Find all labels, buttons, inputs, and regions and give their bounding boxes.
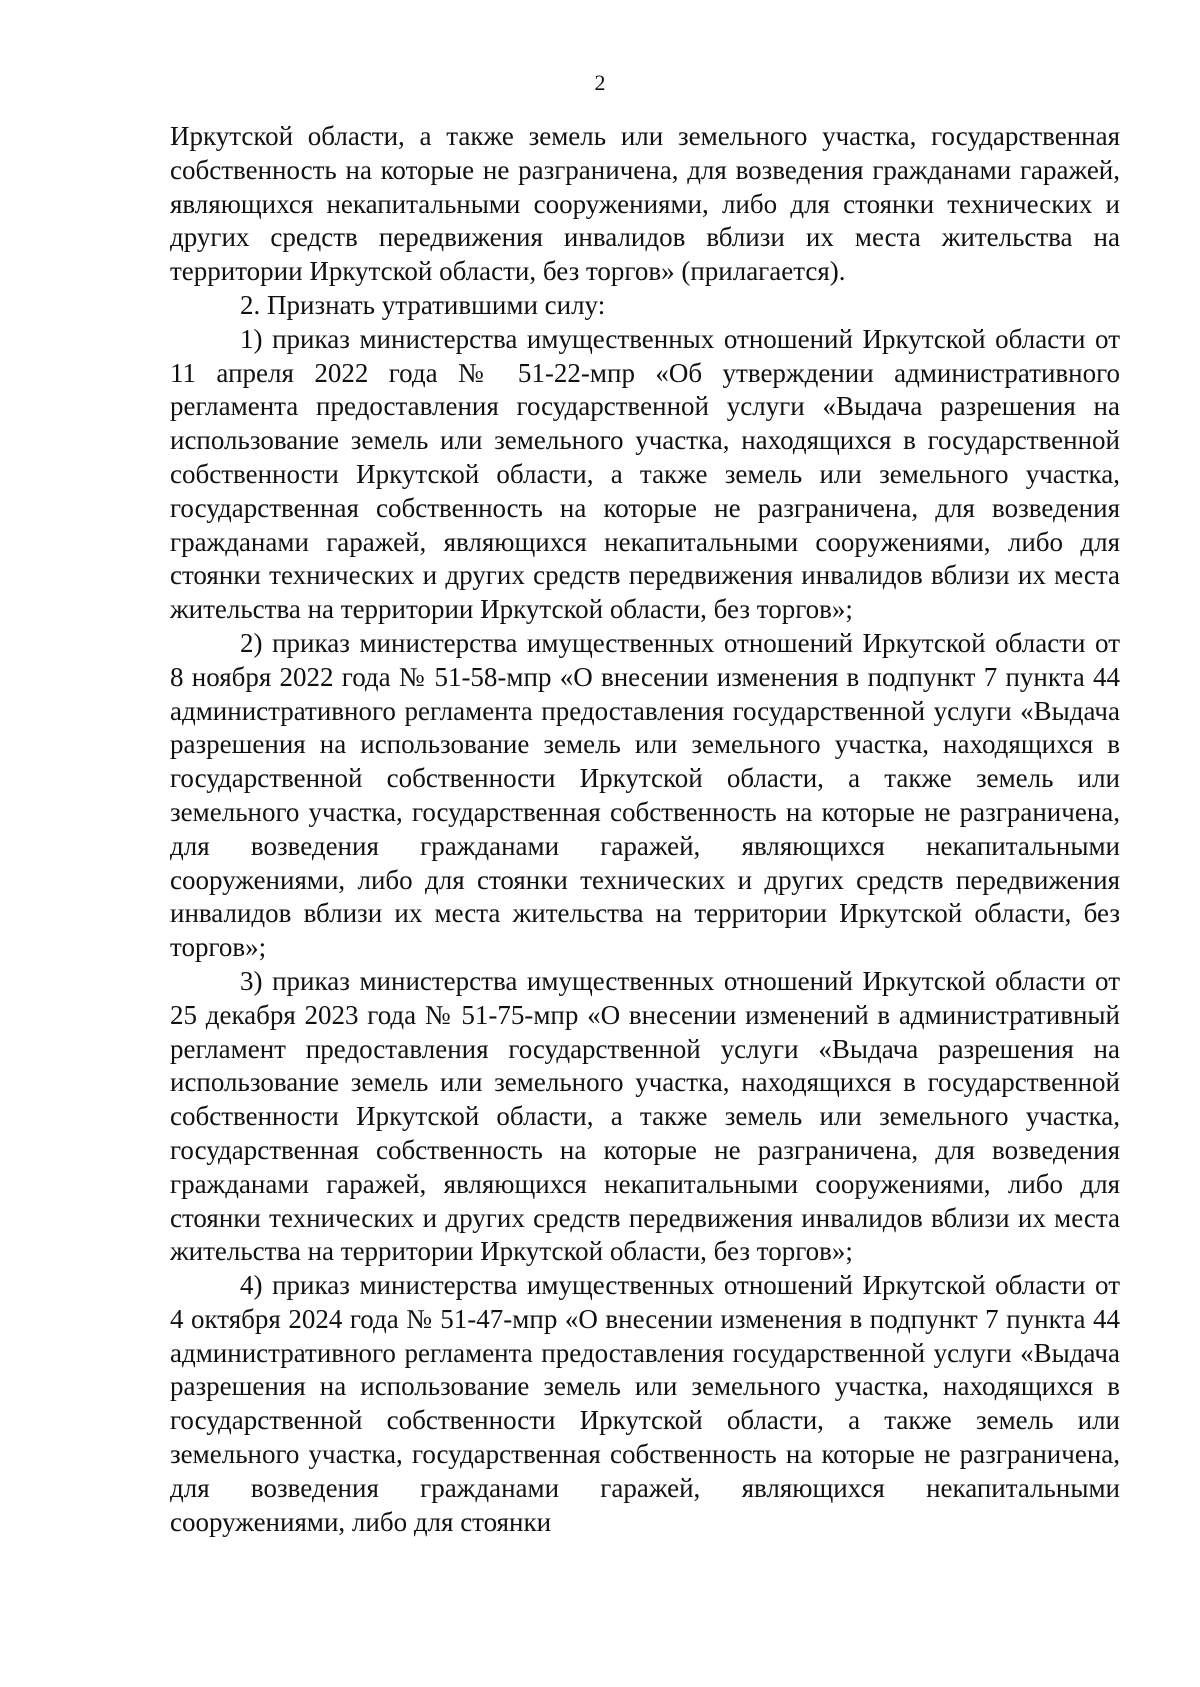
paragraph-item-2: 2. Признать утратившими силу: <box>240 289 606 320</box>
document-body <box>170 120 1120 1539</box>
page-number: 2 <box>594 70 606 95</box>
paragraph-subitem-1: 1) приказ министерства имущественных отношений Иркутской области от 11 апреля 2022 года № 51-22-мпр «Об утверждении административного регламента предоставления государственной услуги «Выдача разрешения на использование земель или земельного участка, находящихся в государственной собственности Иркутской области, а также земель или земельного участка, государственная собственность на которые не разграничена, для возведения гражданами гаражей, являющихся некапитальными сооружениями, либо для стоянки технических и других средств передвижения инвалидов вблизи их места жительства на территории Иркутской области, без торгов»; <box>170 323 1120 625</box>
paragraph-subitem-2: 2) приказ министерства имущественных отношений Иркутской области от 8 ноября 2022 года № 51-58-мпр «О внесении изменения в подпункт 7 пункта 44 административного регламента предоставления государственной услуги «Выдача разрешения на использование земель или земельного участка, находящихся в государственной собственности Иркутской области, а также земель или земельного участка, государственная собственность на которые не разграничена, для возведения гражданами гаражей, являющихся некапитальными сооружениями, либо для стоянки технических и других средств передвижения инвалидов вблизи их места жительства на территории Иркутской области, без торгов»; <box>170 627 1120 963</box>
paragraph-subitem-4: 4) приказ министерства имущественных отношений Иркутской области от 4 октября 2024 года № 51-47-мпр «О внесении изменения в подпункт 7 пункта 44 административного регламента предоставления государственной услуги «Выдача разрешения на использование земель или земельного участка, находящихся в государственной собственности Иркутской области, а также земель или земельного участка, государственная собственность на которые не разграничена, для возведения гражданами гаражей, являющихся некапитальными сооружениями, либо для стоянки <box>170 1270 1120 1537</box>
paragraph-subitem-3: 3) приказ министерства имущественных отношений Иркутской области от 25 декабря 2023 года № 51-75-мпр «О внесении изменений в административный регламент предоставления государственной услуги «Выдача разрешения на использование земель или земельного участка, находящихся в государственной собственности Иркутской области, а также земель или земельного участка, государственная собственность на которые не разграничена, для возведения гражданами гаражей, являющихся некапитальными сооружениями, либо для стоянки технических и других средств передвижения инвалидов вблизи их места жительства на территории Иркутской области, без торгов»; <box>170 965 1120 1267</box>
paragraph-continuation: Иркутской области, а также земель или земельного участка, государственная собственность на которые не разграничена, для возведения гражданами гаражей, являющихся некапитальными сооружениями, либо для стоянки технических и других средств передвижения инвалидов вблизи их места жительства на территории Иркутской области, без торгов» (прилагается). <box>170 121 1120 287</box>
